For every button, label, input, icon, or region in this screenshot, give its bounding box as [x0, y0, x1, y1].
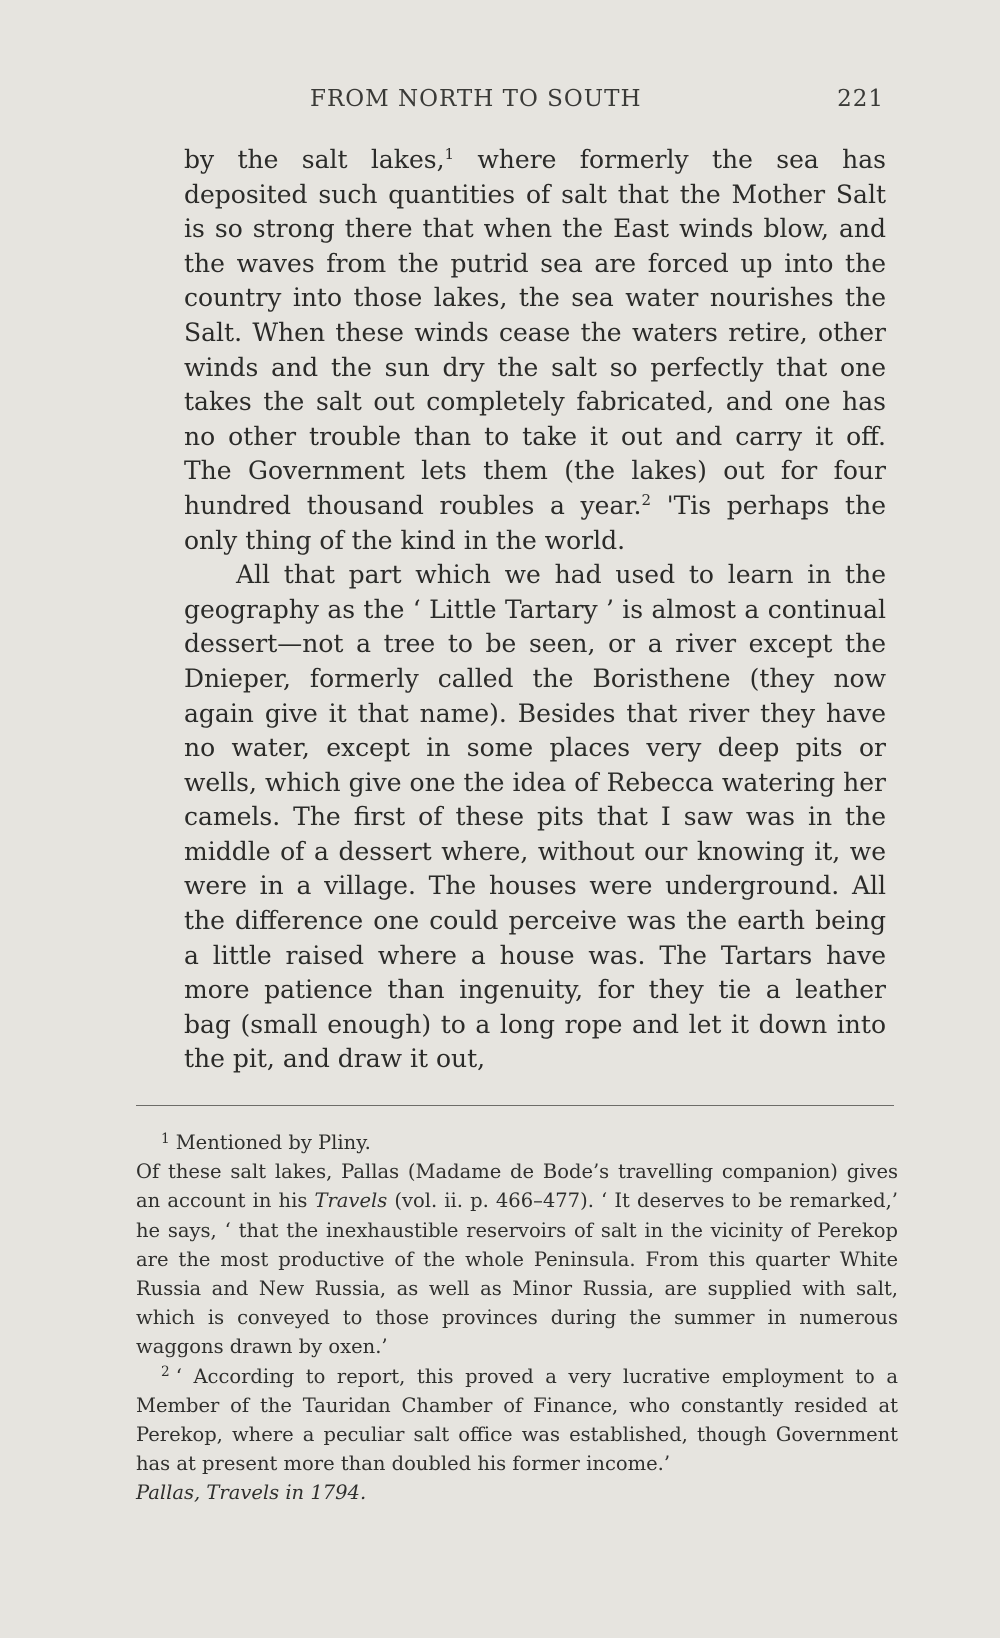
- paragraph-1-part-a: by the salt lakes,: [184, 145, 445, 174]
- running-title: FROM NORTH TO SOUTH: [310, 86, 642, 112]
- footnote-1-cont-part-b: (vol. ii. p. 466–477). ‘ It deserves to be remarked,’ he says, ‘ that the inexhaustible reservoirs of salt in the vicinity of Perekop are the most productive of the whole Peninsula. From this quarter White Russia and New Russia, as well as Minor Russia, are supplied with salt, which is conveyed to those provinces during the summer in numerous waggons drawn by oxen.’: [136, 1189, 898, 1359]
- footnote-ref-1: 1: [444, 145, 455, 163]
- running-head: [184, 86, 884, 116]
- footnote-1-text: Mentioned by Pliny.: [175, 1131, 371, 1154]
- footnote-1-cont-part-a: Of these salt lakes, Pallas (Madame de Bode’s travelling companion) gives an account in his: [136, 1160, 898, 1213]
- paragraph-2: All that part which we had used to learn in the geography as the ‘ Little Tartary ’ is almost a continual dessert—not a tree to be seen, or a river except the Dnieper, formerly called the Boristhene (they now again give it that name). Besides that river they have no water, except in some places very deep pits or wells, which give one the idea of Rebecca watering her camels. The first of these pits that I saw was in the middle of a dessert where, without our knowing it, we were in a village. The houses were underground. All the difference one could perceive was the earth being a little raised where a house was. The Tartars have more patience than ingenuity, for they tie a leather bag (small enough) to a long rope and let it down into the pit, and draw it out,: [184, 560, 886, 1074]
- footnote-2: [136, 1362, 898, 1508]
- footnote-1-marker: 1: [161, 1130, 170, 1147]
- footnote-1-continuation: [136, 1157, 898, 1361]
- footnote-2-text: ‘ According to report, this proved a very lucrative employment to a Member of the Tauridan Chamber of Finance, who constantly resided at Perekop, where a peculiar salt office was established, though Government has at present more than doubled his former income.’: [136, 1364, 898, 1476]
- footnotes: [136, 1128, 898, 1508]
- footnote-1-book-title: Travels: [314, 1189, 388, 1213]
- footnote-divider: [136, 1105, 894, 1106]
- paragraph-1: [184, 143, 886, 558]
- footnote-2-source: Pallas, Travels in 1794.: [136, 1481, 367, 1505]
- paragraph-1-part-b: where formerly the sea has deposited such quantities of salt that the Mother Salt is so strong there that when the East winds blow, and the waves from the putrid sea are forced up into the country into those lakes, the sea water nourishes the Salt. When these winds cease the waters retire, other winds and the sun dry the salt so perfectly that one takes the salt out completely fabricated, and one has no other trouble than to take it out and carry it off. The Government lets them (the lakes) out for four hundred thousand roubles a year.: [184, 145, 886, 520]
- footnote-2-marker: 2: [161, 1364, 170, 1381]
- footnote-ref-2: 2: [641, 490, 652, 509]
- footnote-1: [136, 1128, 898, 1157]
- body-text: [184, 143, 886, 1077]
- paragraph-1-part-c: 'Tis perhaps the only thing of the kind in the world.: [184, 490, 886, 555]
- page-number: 221: [837, 86, 884, 112]
